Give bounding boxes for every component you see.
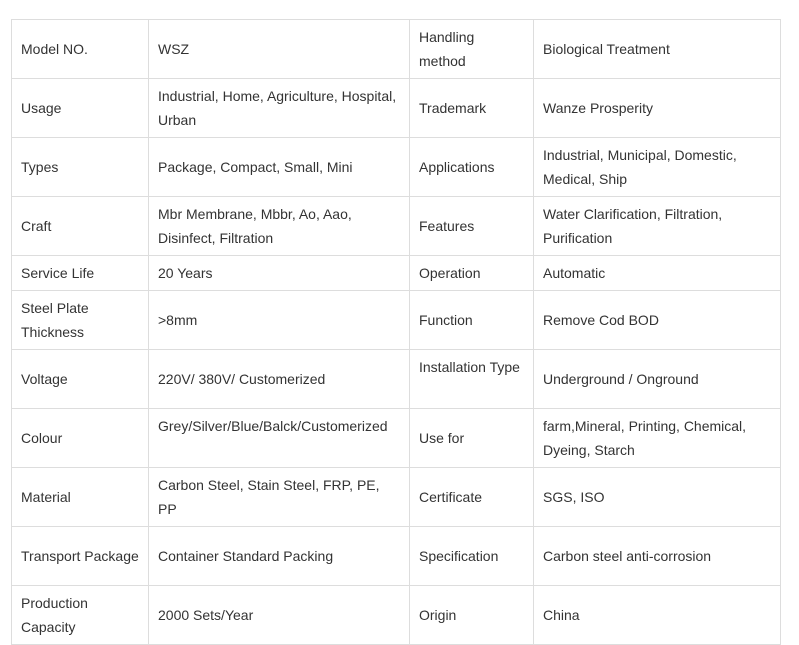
spec-label: Trademark bbox=[410, 79, 534, 138]
spec-value: Wanze Prosperity bbox=[534, 79, 781, 138]
spec-value: Carbon steel anti-corrosion bbox=[534, 527, 781, 586]
table-row bbox=[12, 291, 781, 350]
spec-value: Package, Compact, Small, Mini bbox=[149, 138, 410, 197]
spec-value: Mbr Membrane, Mbbr, Ao, Aao, Disinfect, Filtration bbox=[149, 197, 410, 256]
table-row bbox=[12, 586, 781, 645]
table-row bbox=[12, 527, 781, 586]
spec-value: 220V/ 380V/ Customerized bbox=[149, 350, 410, 409]
spec-label: Craft bbox=[12, 197, 149, 256]
table-row bbox=[12, 468, 781, 527]
spec-label: Specification bbox=[410, 527, 534, 586]
spec-value: Remove Cod BOD bbox=[534, 291, 781, 350]
spec-value: Water Clarification, Filtration, Purification bbox=[534, 197, 781, 256]
spec-value: Container Standard Packing bbox=[149, 527, 410, 586]
spec-label: Types bbox=[12, 138, 149, 197]
table-row bbox=[12, 409, 781, 468]
spec-label: Handling method bbox=[410, 20, 534, 79]
spec-label: Installation Type bbox=[410, 350, 534, 409]
spec-label: Voltage bbox=[12, 350, 149, 409]
spec-value: WSZ bbox=[149, 20, 410, 79]
spec-label: Production Capacity bbox=[12, 586, 149, 645]
spec-label: Usage bbox=[12, 79, 149, 138]
table-row bbox=[12, 79, 781, 138]
spec-value: Industrial, Home, Agriculture, Hospital, Urban bbox=[149, 79, 410, 138]
spec-value: Industrial, Municipal, Domestic, Medical, Ship bbox=[534, 138, 781, 197]
spec-value: Automatic bbox=[534, 256, 781, 291]
product-spec-table bbox=[11, 19, 781, 645]
spec-label: Service Life bbox=[12, 256, 149, 291]
spec-value: SGS, ISO bbox=[534, 468, 781, 527]
spec-label: Function bbox=[410, 291, 534, 350]
spec-label: Operation bbox=[410, 256, 534, 291]
spec-label: Colour bbox=[12, 409, 149, 468]
table-row bbox=[12, 197, 781, 256]
spec-label: Features bbox=[410, 197, 534, 256]
table-row bbox=[12, 138, 781, 197]
spec-value: farm,Mineral, Printing, Chemical, Dyeing, Starch bbox=[534, 409, 781, 468]
spec-table-body bbox=[12, 20, 781, 645]
table-row bbox=[12, 256, 781, 291]
spec-label: Model NO. bbox=[12, 20, 149, 79]
spec-label: Certificate bbox=[410, 468, 534, 527]
spec-value: Carbon Steel, Stain Steel, FRP, PE, PP bbox=[149, 468, 410, 527]
spec-value: Underground / Onground bbox=[534, 350, 781, 409]
spec-label: Use for bbox=[410, 409, 534, 468]
spec-value: 2000 Sets/Year bbox=[149, 586, 410, 645]
spec-value: 20 Years bbox=[149, 256, 410, 291]
spec-value: >8mm bbox=[149, 291, 410, 350]
spec-label: Origin bbox=[410, 586, 534, 645]
table-row bbox=[12, 350, 781, 409]
spec-value: Biological Treatment bbox=[534, 20, 781, 79]
spec-label: Steel Plate Thickness bbox=[12, 291, 149, 350]
spec-value: China bbox=[534, 586, 781, 645]
spec-label: Material bbox=[12, 468, 149, 527]
spec-value: Grey/Silver/Blue/Balck/Customerized bbox=[149, 409, 410, 468]
spec-label: Transport Package bbox=[12, 527, 149, 586]
spec-label: Applications bbox=[410, 138, 534, 197]
table-row bbox=[12, 20, 781, 79]
